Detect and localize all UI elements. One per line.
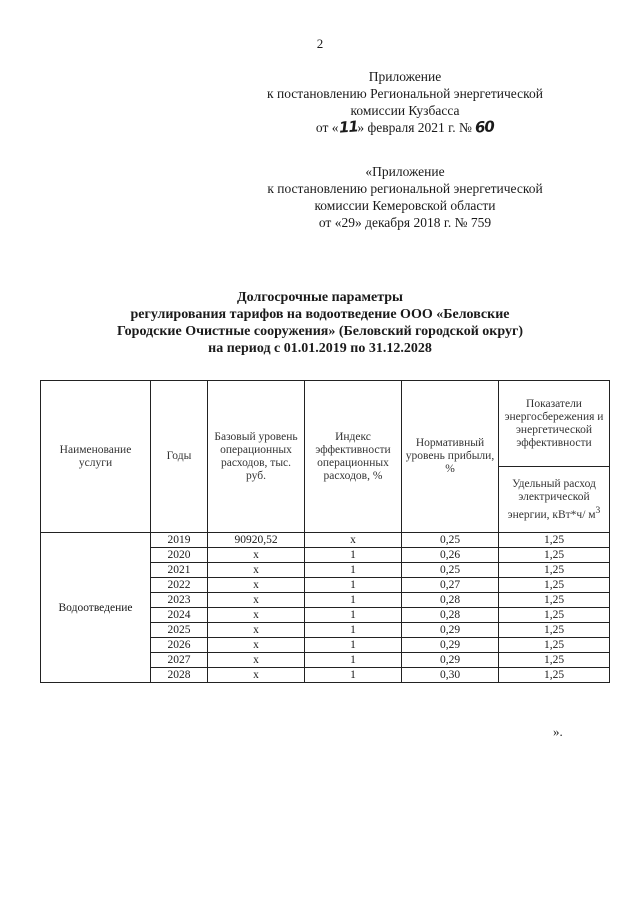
energy-sub-text: Удельный расход электрической энергии, кВт*ч/ м <box>507 477 596 521</box>
header-efficiency-index: Индекс эффективности операционных расходов, % <box>305 381 402 533</box>
header-energy-group: Показатели энергосбережения и энергетической эффективности <box>499 381 610 467</box>
appendix-original-line4: от «29» декабря 2018 г. № 759 <box>318 215 492 230</box>
index-cell: 1 <box>305 653 402 668</box>
energy-cell: 1,25 <box>499 548 610 563</box>
profit-cell: 0,26 <box>402 548 499 563</box>
base-cell: х <box>208 653 305 668</box>
handwritten-number: 60 <box>474 117 495 137</box>
year-cell: 2027 <box>151 653 208 668</box>
profit-cell: 0,29 <box>402 653 499 668</box>
year-cell: 2025 <box>151 623 208 638</box>
year-cell: 2023 <box>151 593 208 608</box>
profit-cell: 0,28 <box>402 593 499 608</box>
tariff-parameters-table <box>40 380 610 683</box>
index-cell: 1 <box>305 638 402 653</box>
base-cell: х <box>208 548 305 563</box>
header-profit-level: Нормативный уровень прибыли, % <box>402 381 499 533</box>
document-title <box>80 289 560 357</box>
title-line4: на период с 01.01.2019 по 31.12.2028 <box>208 341 432 356</box>
year-cell: 2022 <box>151 578 208 593</box>
closing-quote: ». <box>553 724 563 739</box>
energy-cell: 1,25 <box>499 623 610 638</box>
year-cell: 2019 <box>151 533 208 548</box>
profit-cell: 0,28 <box>402 608 499 623</box>
year-cell: 2020 <box>151 548 208 563</box>
handwritten-day: 11 <box>337 117 358 137</box>
index-cell: 1 <box>305 608 402 623</box>
profit-cell: 0,30 <box>402 668 499 683</box>
energy-cell: 1,25 <box>499 608 610 623</box>
profit-cell: 0,29 <box>402 623 499 638</box>
appendix-current-line3: комиссии Кузбасса <box>350 103 460 118</box>
base-cell: х <box>208 668 305 683</box>
header-years: Годы <box>151 381 208 533</box>
appendix-original-line3: комиссии Кемеровской области <box>314 198 496 213</box>
year-cell: 2024 <box>151 608 208 623</box>
base-cell: х <box>208 593 305 608</box>
base-cell: 90920,52 <box>208 533 305 548</box>
page-number: 2 <box>316 36 324 51</box>
index-cell: 1 <box>305 548 402 563</box>
table-row <box>41 533 610 548</box>
energy-sub-sup: 3 <box>595 504 601 516</box>
profit-cell: 0,27 <box>402 578 499 593</box>
base-cell: х <box>208 578 305 593</box>
appendix-original-line1: «Приложение <box>365 164 445 179</box>
appendix-current-line1: Приложение <box>368 69 442 84</box>
energy-cell: 1,25 <box>499 668 610 683</box>
energy-cell: 1,25 <box>499 638 610 653</box>
header-base-level: Базовый уровень операционных расходов, тыс. руб. <box>208 381 305 533</box>
appendix-original <box>240 163 570 231</box>
header-energy-sub <box>499 467 610 533</box>
appendix-current <box>240 68 570 136</box>
profit-cell: 0,25 <box>402 533 499 548</box>
date-mid: » февраля 2021 г. № <box>357 120 472 135</box>
index-cell: х <box>305 533 402 548</box>
index-cell: 1 <box>305 668 402 683</box>
header-service: Наименование услуги <box>41 381 151 533</box>
index-cell: 1 <box>305 623 402 638</box>
appendix-current-date <box>240 119 570 136</box>
index-cell: 1 <box>305 593 402 608</box>
service-name-cell: Водоотведение <box>41 533 151 683</box>
profit-cell: 0,25 <box>402 563 499 578</box>
profit-cell: 0,29 <box>402 638 499 653</box>
energy-cell: 1,25 <box>499 593 610 608</box>
base-cell: х <box>208 563 305 578</box>
index-cell: 1 <box>305 563 402 578</box>
base-cell: х <box>208 638 305 653</box>
title-line2: регулирования тарифов на водоотведение ООО «Беловские <box>130 307 510 322</box>
title-line3: Городские Очистные сооружения» (Беловский городской округ) <box>117 324 523 339</box>
appendix-current-line2: к постановлению Региональной энергетической <box>267 86 543 101</box>
index-cell: 1 <box>305 578 402 593</box>
date-prefix: от « <box>315 120 339 135</box>
energy-cell: 1,25 <box>499 533 610 548</box>
appendix-original-line2: к постановлению региональной энергетической <box>267 181 543 196</box>
title-line1: Долгосрочные параметры <box>237 290 403 305</box>
energy-cell: 1,25 <box>499 563 610 578</box>
year-cell: 2021 <box>151 563 208 578</box>
base-cell: х <box>208 623 305 638</box>
energy-cell: 1,25 <box>499 578 610 593</box>
year-cell: 2026 <box>151 638 208 653</box>
base-cell: х <box>208 608 305 623</box>
year-cell: 2028 <box>151 668 208 683</box>
energy-cell: 1,25 <box>499 653 610 668</box>
